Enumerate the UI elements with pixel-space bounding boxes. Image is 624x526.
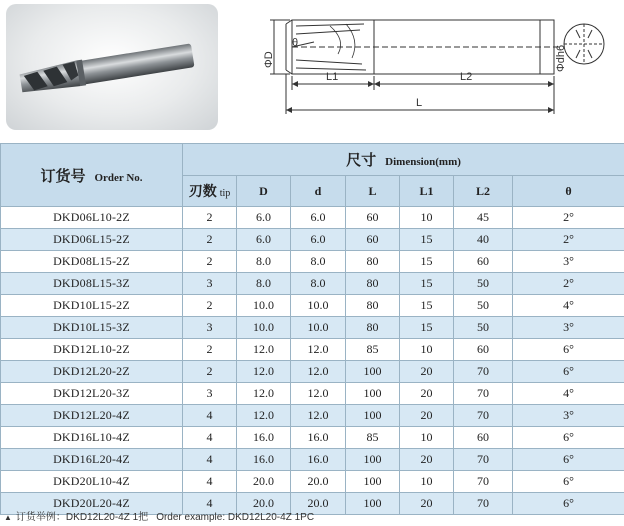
cell-l1: 15 <box>400 251 454 273</box>
cell-tip: 4 <box>183 471 237 493</box>
cell-d: 10.0 <box>291 295 346 317</box>
cell-tip: 2 <box>183 295 237 317</box>
cell-tip: 2 <box>183 339 237 361</box>
cell-l2: 70 <box>454 405 513 427</box>
cell-order: DKD12L20-2Z <box>1 361 183 383</box>
cell-l2: 50 <box>454 273 513 295</box>
table-row <box>1 273 624 295</box>
cell-l: 100 <box>346 449 400 471</box>
cell-d: 10.0 <box>237 317 291 339</box>
cell-d: 20.0 <box>291 471 346 493</box>
table-row <box>1 427 624 449</box>
cell-d: 12.0 <box>237 383 291 405</box>
label-L: L <box>416 97 423 109</box>
cell-d: 8.0 <box>291 251 346 273</box>
cell-l: 100 <box>346 361 400 383</box>
cell-l1: 10 <box>400 339 454 361</box>
cell-l1: 20 <box>400 361 454 383</box>
cell-d: 10.0 <box>291 317 346 339</box>
col-L: L <box>346 176 400 207</box>
cell-d: 20.0 <box>291 493 346 515</box>
table-row <box>1 229 624 251</box>
table-row <box>1 471 624 493</box>
cell-l1: 15 <box>400 295 454 317</box>
product-photo <box>6 4 218 130</box>
label-theta: θ <box>292 37 299 49</box>
label-L2: L2 <box>460 71 473 83</box>
cell-order: DKD12L20-4Z <box>1 405 183 427</box>
label-L1: L1 <box>326 71 339 83</box>
cell-theta: 2° <box>513 207 624 229</box>
cell-d: 20.0 <box>237 493 291 515</box>
spec-table <box>0 143 624 515</box>
order-example-en: Order example: DKD12L20-4Z 1PC <box>156 512 315 523</box>
cell-l: 80 <box>346 317 400 339</box>
table-row <box>1 361 624 383</box>
col-L2: L2 <box>454 176 513 207</box>
cell-l: 85 <box>346 427 400 449</box>
cell-l2: 70 <box>454 361 513 383</box>
order-header-en: Order No. <box>94 171 143 184</box>
order-example-cn: 订货举例：DKD12L20-4Z 1把 <box>15 512 149 523</box>
cell-l1: 20 <box>400 493 454 515</box>
cell-l: 60 <box>346 207 400 229</box>
cell-d: 6.0 <box>237 229 291 251</box>
spec-table-body <box>1 207 624 515</box>
cell-tip: 4 <box>183 405 237 427</box>
table-row <box>1 449 624 471</box>
cell-tip: 4 <box>183 427 237 449</box>
cell-l2: 50 <box>454 295 513 317</box>
cell-theta: 6° <box>513 339 624 361</box>
cell-order: DKD08L15-2Z <box>1 251 183 273</box>
col-L1: L1 <box>400 176 454 207</box>
cell-l: 100 <box>346 383 400 405</box>
cell-l1: 10 <box>400 427 454 449</box>
cell-order: DKD20L20-4Z <box>1 493 183 515</box>
table-row <box>1 405 624 427</box>
cell-l1: 20 <box>400 449 454 471</box>
table-row <box>1 207 624 229</box>
cell-tip: 3 <box>183 317 237 339</box>
cell-theta: 3° <box>513 405 624 427</box>
col-theta: θ <box>513 176 624 207</box>
cell-l2: 60 <box>454 427 513 449</box>
cell-theta: 3° <box>513 317 624 339</box>
cell-theta: 3° <box>513 251 624 273</box>
cell-l2: 70 <box>454 449 513 471</box>
cell-l: 80 <box>346 295 400 317</box>
cell-theta: 6° <box>513 493 624 515</box>
cell-d: 16.0 <box>291 427 346 449</box>
col-tip-en: tip <box>219 188 231 199</box>
cell-l1: 20 <box>400 405 454 427</box>
cell-l1: 15 <box>400 273 454 295</box>
cell-l: 60 <box>346 229 400 251</box>
cell-l: 100 <box>346 405 400 427</box>
cell-l1: 20 <box>400 383 454 405</box>
cell-d: 12.0 <box>237 405 291 427</box>
order-header-cn: 订货号 <box>40 168 86 185</box>
cell-d: 6.0 <box>291 207 346 229</box>
cell-d: 8.0 <box>237 251 291 273</box>
cell-order: DKD08L15-3Z <box>1 273 183 295</box>
cell-d: 6.0 <box>291 229 346 251</box>
table-row <box>1 317 624 339</box>
cell-l2: 60 <box>454 251 513 273</box>
cell-l1: 15 <box>400 229 454 251</box>
cell-l2: 70 <box>454 383 513 405</box>
cell-tip: 4 <box>183 493 237 515</box>
cell-l2: 70 <box>454 493 513 515</box>
cell-l: 100 <box>346 493 400 515</box>
dimension-header-en: Dimension(mm) <box>385 156 461 168</box>
label-D: ΦD <box>263 51 275 68</box>
dimension-header <box>183 144 624 176</box>
cell-d: 6.0 <box>237 207 291 229</box>
cell-order: DKD10L15-2Z <box>1 295 183 317</box>
cell-tip: 4 <box>183 449 237 471</box>
cell-order: DKD16L10-4Z <box>1 427 183 449</box>
cell-theta: 2° <box>513 229 624 251</box>
cell-theta: 4° <box>513 383 624 405</box>
cell-d: 8.0 <box>291 273 346 295</box>
col-D: D <box>237 176 291 207</box>
cell-l2: 60 <box>454 339 513 361</box>
cell-d: 12.0 <box>291 339 346 361</box>
cell-l: 80 <box>346 273 400 295</box>
table-row <box>1 251 624 273</box>
cell-order: DKD10L15-3Z <box>1 317 183 339</box>
col-tip-cn: 刃数 <box>188 185 217 200</box>
cell-l2: 45 <box>454 207 513 229</box>
cell-tip: 2 <box>183 229 237 251</box>
cell-l: 100 <box>346 471 400 493</box>
cell-d: 10.0 <box>237 295 291 317</box>
cell-d: 20.0 <box>237 471 291 493</box>
cell-d: 12.0 <box>291 383 346 405</box>
cell-d: 8.0 <box>237 273 291 295</box>
triangle-bullet-icon: ▲ <box>4 513 12 522</box>
cell-theta: 6° <box>513 427 624 449</box>
order-header <box>1 144 183 207</box>
col-d: d <box>291 176 346 207</box>
cell-d: 16.0 <box>237 449 291 471</box>
cell-d: 12.0 <box>291 361 346 383</box>
cell-theta: 6° <box>513 361 624 383</box>
cell-theta: 2° <box>513 273 624 295</box>
cell-l: 85 <box>346 339 400 361</box>
cell-d: 12.0 <box>237 361 291 383</box>
cell-order: DKD12L10-2Z <box>1 339 183 361</box>
cell-order: DKD06L15-2Z <box>1 229 183 251</box>
cell-order: DKD06L10-2Z <box>1 207 183 229</box>
label-dh6: Φdh6 <box>555 44 567 72</box>
cell-d: 12.0 <box>291 405 346 427</box>
reamer-image <box>6 4 218 130</box>
table-row <box>1 295 624 317</box>
cell-theta: 4° <box>513 295 624 317</box>
cell-l2: 70 <box>454 471 513 493</box>
cell-order: DKD20L10-4Z <box>1 471 183 493</box>
dimension-header-cn: 尺寸 <box>346 153 377 169</box>
table-row <box>1 339 624 361</box>
cell-l2: 40 <box>454 229 513 251</box>
cell-tip: 3 <box>183 383 237 405</box>
cell-d: 16.0 <box>237 427 291 449</box>
cell-tip: 2 <box>183 251 237 273</box>
col-tip <box>183 176 237 207</box>
cell-d: 12.0 <box>237 339 291 361</box>
cell-tip: 2 <box>183 361 237 383</box>
cell-tip: 3 <box>183 273 237 295</box>
cell-l1: 10 <box>400 471 454 493</box>
cell-order: DKD12L20-3Z <box>1 383 183 405</box>
cell-theta: 6° <box>513 449 624 471</box>
cell-theta: 6° <box>513 471 624 493</box>
cell-order: DKD16L20-4Z <box>1 449 183 471</box>
cell-l: 80 <box>346 251 400 273</box>
cell-l1: 15 <box>400 317 454 339</box>
cell-l1: 10 <box>400 207 454 229</box>
table-row <box>1 383 624 405</box>
cell-l2: 50 <box>454 317 513 339</box>
cell-d: 16.0 <box>291 449 346 471</box>
order-example <box>4 508 620 524</box>
cell-tip: 2 <box>183 207 237 229</box>
technical-drawing <box>234 0 624 140</box>
